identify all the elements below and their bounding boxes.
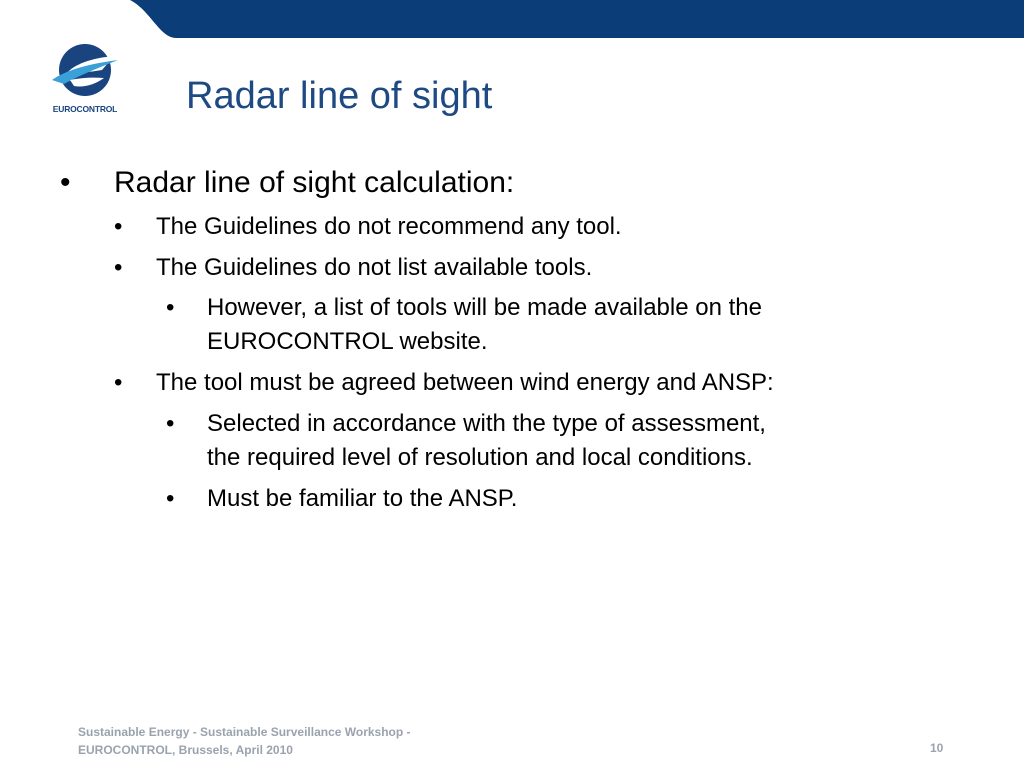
- bullet-glyph: •: [166, 485, 175, 512]
- page-number: 10: [930, 741, 944, 755]
- header-band: [0, 0, 1024, 38]
- bullet-text: Radar line of sight calculation:: [114, 166, 515, 199]
- bullet-glyph: •: [166, 294, 175, 321]
- bullet-glyph: •: [166, 410, 175, 437]
- bullet-glyph: •: [114, 254, 123, 281]
- bullet-text-line: Selected in accordance with the type of assessment,: [207, 410, 766, 437]
- eurocontrol-logo: [44, 40, 126, 120]
- bullet-glyph: •: [60, 166, 71, 199]
- logo-wordmark: EUROCONTROL: [52, 104, 118, 114]
- logo-icon: [44, 40, 126, 104]
- bullet-text: The Guidelines do not list available tools.: [156, 254, 593, 281]
- slide-title: Radar line of sight: [186, 75, 493, 117]
- bullet-text: The tool must be agreed between wind energy and ANSP:: [156, 369, 774, 396]
- footer-line: EUROCONTROL, Brussels, April 2010: [78, 743, 293, 757]
- bullet-text: The Guidelines do not recommend any tool.: [156, 213, 622, 240]
- bullet-glyph: •: [114, 213, 123, 240]
- footer-line: Sustainable Energy - Sustainable Surveillance Workshop -: [78, 725, 411, 739]
- bullet-text: Must be familiar to the ANSP.: [207, 485, 518, 512]
- bullet-text-line: However, a list of tools will be made available on the: [207, 294, 762, 321]
- bullet-glyph: •: [114, 369, 123, 396]
- footer-caption: [78, 723, 411, 759]
- bullet-text-line: EUROCONTROL website.: [207, 328, 488, 355]
- bullet-text-line: the required level of resolution and local conditions.: [207, 444, 753, 471]
